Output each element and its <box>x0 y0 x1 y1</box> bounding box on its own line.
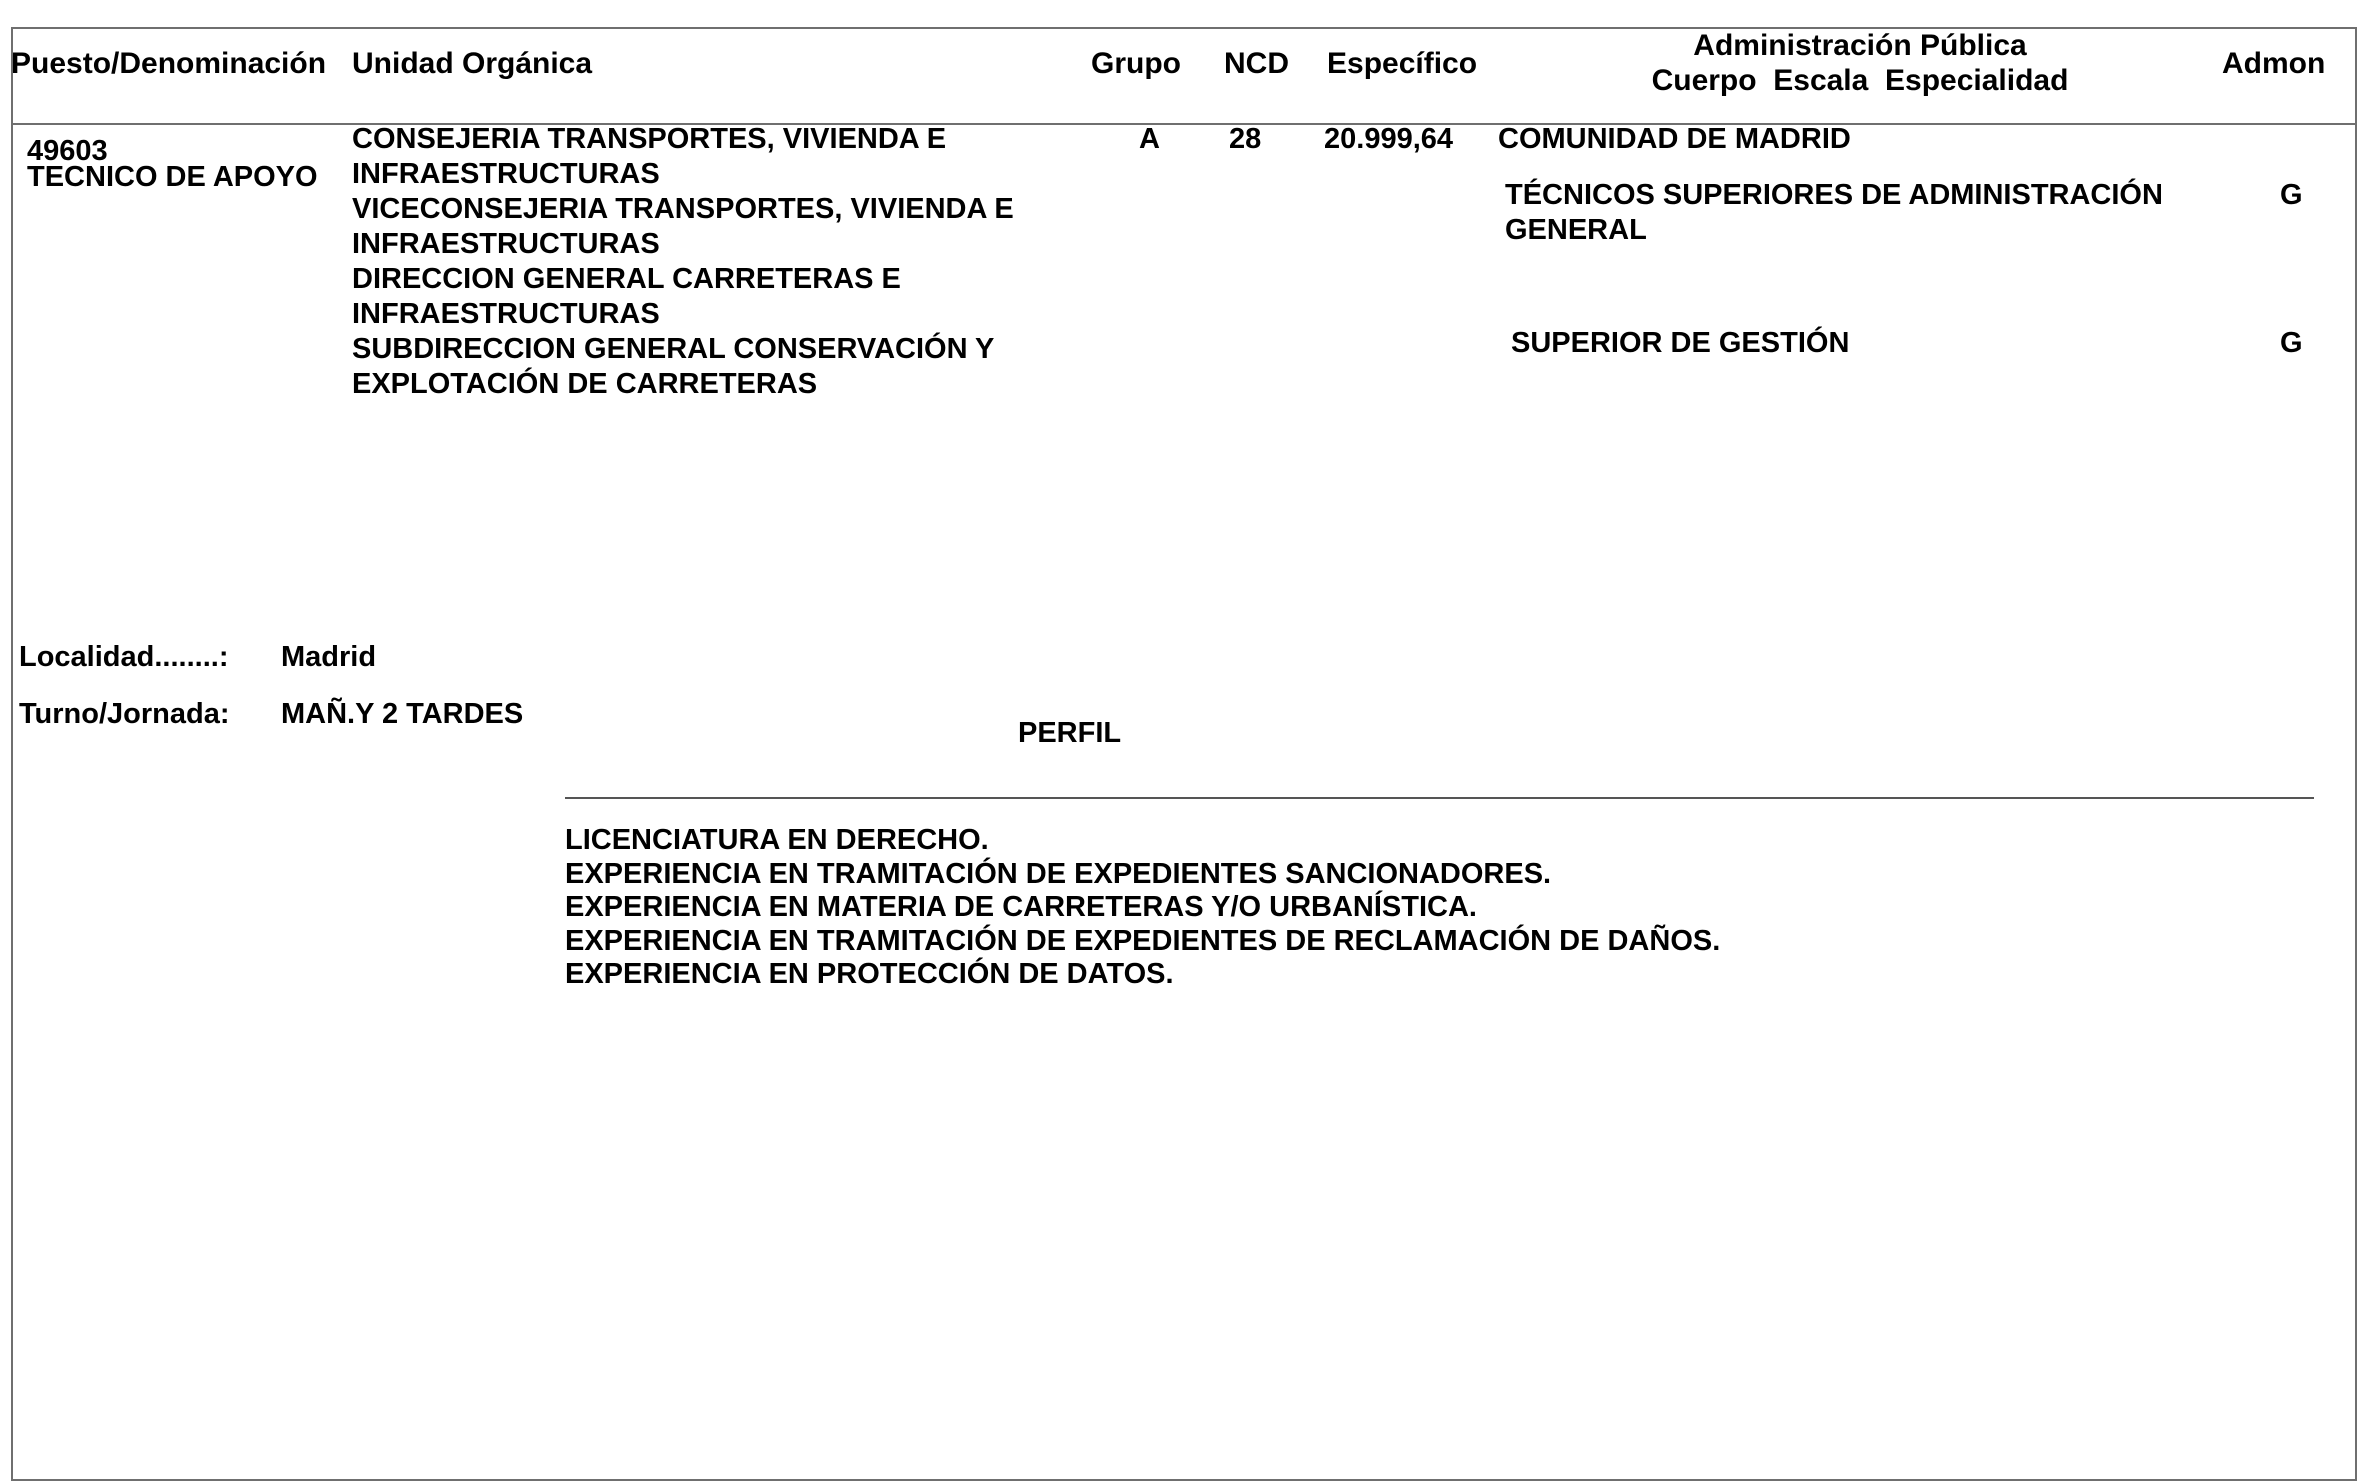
unidad-line: DIRECCION GENERAL CARRETERAS E <box>352 263 901 295</box>
turno-jornada-label: Turno/Jornada: <box>19 698 230 730</box>
perfil-line: LICENCIATURA EN DERECHO. <box>565 824 989 856</box>
unidad-line: VICECONSEJERIA TRANSPORTES, VIVIENDA E <box>352 193 1014 225</box>
header-puesto: Puesto/Denominación <box>11 47 327 80</box>
header-unidad-organica: Unidad Orgánica <box>352 47 593 80</box>
perfil-title: PERFIL <box>1018 717 1122 749</box>
localidad-label: Localidad........: <box>19 641 229 673</box>
unidad-line: EXPLOTACIÓN DE CARRETERAS <box>352 368 818 400</box>
perfil-line: EXPERIENCIA EN PROTECCIÓN DE DATOS. <box>565 958 1174 990</box>
perfil-divider <box>565 797 2314 799</box>
puesto-denominacion: TECNICO DE APOYO <box>27 161 318 193</box>
turno-jornada-value: MAÑ.Y 2 TARDES <box>281 698 524 730</box>
perfil-line: EXPERIENCIA EN TRAMITACIÓN DE EXPEDIENTES DE RECLAMACIÓN DE DAÑOS. <box>565 924 1721 957</box>
header-admon: Admon <box>2222 47 2326 80</box>
cuerpo-line: TÉCNICOS SUPERIORES DE ADMINISTRACIÓN <box>1505 179 2163 211</box>
cuerpo-cell <box>1505 178 2163 248</box>
grupo-value: A <box>1139 123 1160 155</box>
administracion-value: COMUNIDAD DE MADRID <box>1498 123 1851 155</box>
denominacion-cell <box>27 160 318 195</box>
cuerpo-line: GENERAL <box>1505 214 1647 246</box>
escala-admon-value: G <box>2280 327 2303 359</box>
unidad-organica-cell <box>352 122 1014 402</box>
perfil-line: EXPERIENCIA EN MATERIA DE CARRETERAS Y/O URBANÍSTICA. <box>565 891 1477 923</box>
puesto-codigo: 49603 <box>27 135 108 167</box>
unidad-line: INFRAESTRUCTURAS <box>352 228 660 260</box>
ncd-value: 28 <box>1229 123 1262 155</box>
header-ncd: NCD <box>1224 47 1289 80</box>
localidad-value: Madrid <box>281 641 377 673</box>
unidad-line: SUBDIRECCION GENERAL CONSERVACIÓN Y <box>352 333 995 365</box>
unidad-line: INFRAESTRUCTURAS <box>352 158 660 190</box>
perfil-line: EXPERIENCIA EN TRAMITACIÓN DE EXPEDIENTES SANCIONADORES. <box>565 857 1552 890</box>
unidad-line: CONSEJERIA TRANSPORTES, VIVIENDA E <box>352 123 947 155</box>
cuerpo-admon-value: G <box>2280 179 2303 211</box>
escala-value: SUPERIOR DE GESTIÓN <box>1511 327 1850 359</box>
header-especifico: Específico <box>1327 47 1478 80</box>
unidad-line: INFRAESTRUCTURAS <box>352 298 660 330</box>
header-grupo: Grupo <box>1091 47 1181 80</box>
perfil-list <box>565 824 1720 992</box>
header-cuerpo-escala-especialidad: Cuerpo Escala Especialidad <box>1651 64 2069 97</box>
especifico-value: 20.999,64 <box>1324 123 1454 155</box>
header-administracion-publica: Administración Pública <box>1693 29 2027 62</box>
